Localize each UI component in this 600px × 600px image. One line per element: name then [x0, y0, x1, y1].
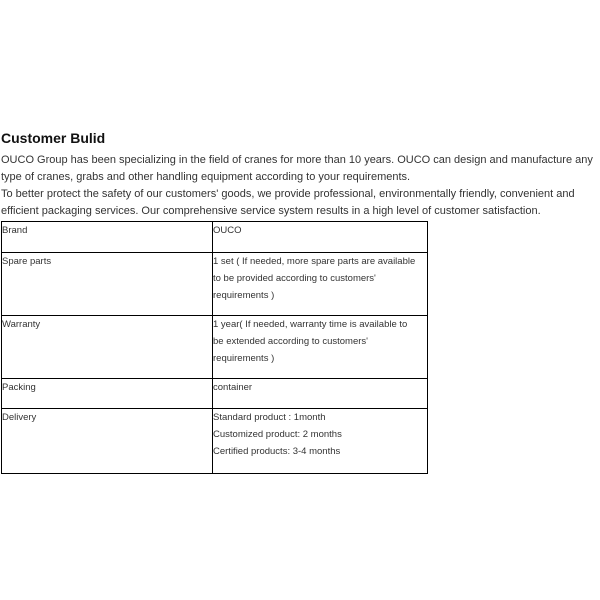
spec-key-cell [2, 316, 213, 379]
spec-value-line: 1 set ( If needed, more spare parts are available [213, 256, 416, 267]
spec-key-brand: Brand [2, 225, 28, 236]
spec-key-spare-parts: Spare parts [2, 256, 52, 267]
spec-key-cell [2, 222, 213, 253]
spec-value-line: Certified products: 3-4 months [213, 446, 341, 457]
spec-key-cell [2, 409, 213, 474]
spec-key-warranty: Warranty [2, 319, 41, 330]
spec-value-line: to be provided according to customers' [213, 273, 376, 284]
table-row [2, 222, 428, 253]
spec-value-line: container [213, 382, 253, 393]
spec-value-cell [213, 253, 428, 316]
spec-key-delivery: Delivery [2, 412, 37, 423]
spec-value-cell [213, 379, 428, 409]
table-row [2, 409, 428, 474]
table-row [2, 379, 428, 409]
spec-value-line: requirements ) [213, 353, 275, 364]
packaging-paragraph: To better protect the safety of our customers' goods, we provide professional, environmentally friendly, convenient and efficient packaging services. Our comprehensive service system results in a high level of customer satisfaction. [1, 188, 575, 217]
spec-table [1, 221, 428, 474]
spec-value-cell [213, 409, 428, 474]
spec-value-line: 1 year( If needed, warranty time is available to [213, 319, 408, 330]
table-row [2, 316, 428, 379]
spec-value-line: OUCO [213, 225, 242, 236]
spec-value-line: Standard product : 1month [213, 412, 326, 423]
spec-key-packing: Packing [2, 382, 36, 393]
article-title: Customer Bulid [1, 130, 106, 146]
spec-value-line: Customized product: 2 months [213, 429, 342, 440]
spec-key-cell [2, 379, 213, 409]
article-content [1, 128, 599, 474]
spec-value-line: requirements ) [213, 290, 275, 301]
spec-value-cell [213, 316, 428, 379]
spec-key-cell [2, 253, 213, 316]
intro-paragraph: OUCO Group has been specializing in the field of cranes for more than 10 years. OUCO can design and manufacture any type of cranes, grabs and other handling equipment according to your requirements. [1, 154, 593, 183]
spec-value-line: be extended according to customers' [213, 336, 368, 347]
spec-value-cell [213, 222, 428, 253]
table-row [2, 253, 428, 316]
